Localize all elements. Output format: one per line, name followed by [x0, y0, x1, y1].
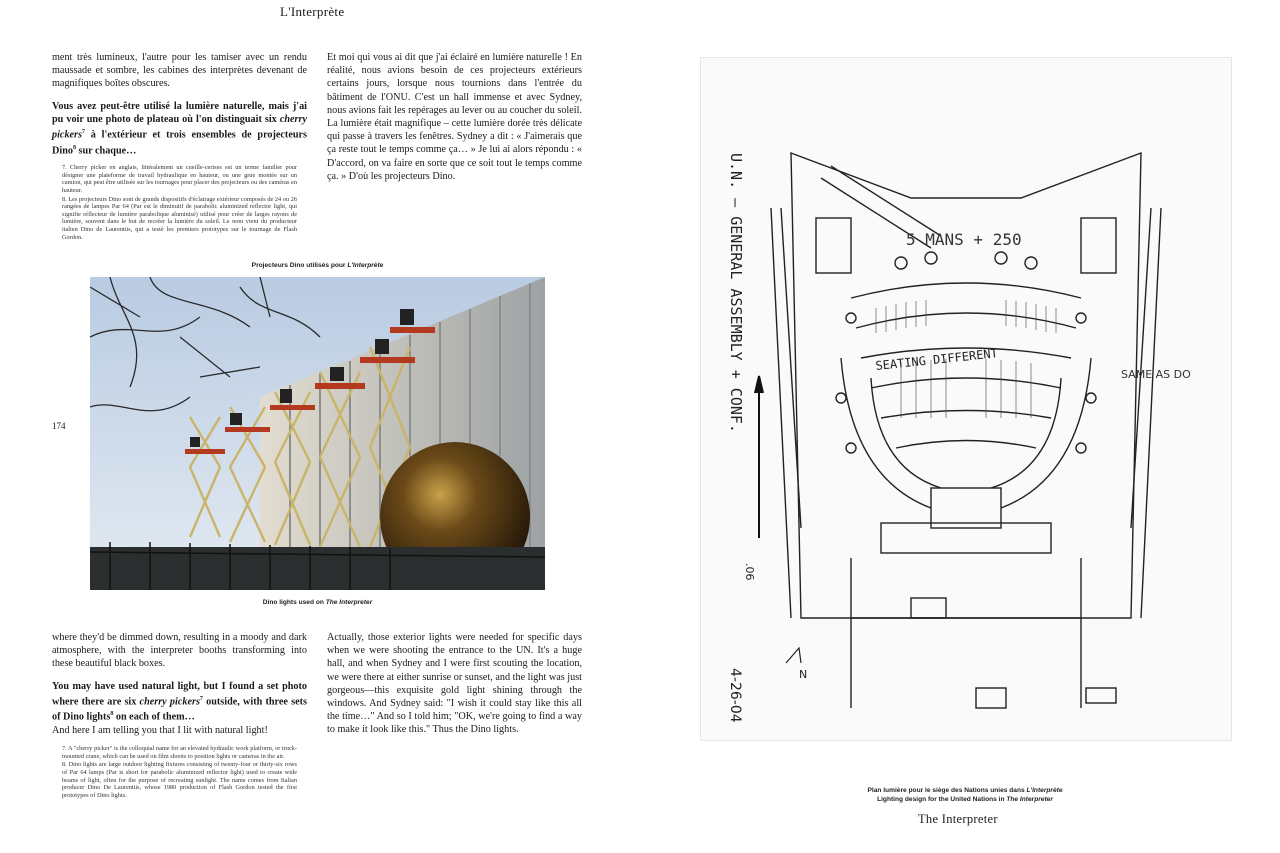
question-text: sur chaque… — [75, 145, 137, 156]
footnote-8: 8. Dino lights are large outdoor lighting fixtures consisting of twenty-four or thirty-six rows of Par 64 lamps (Par is short for parabolic aluminized reflector light) used to create wide beams of light, often for the purpose of recreating sunlight. The name comes from Italian producer Dino De Laurentiis, whose 1980 production of Flash Gordon tested the first prototypes of Dino lights. — [62, 761, 297, 799]
question-text: on each of them… — [113, 711, 195, 723]
caption-emphasis: The Interpreter — [1006, 796, 1053, 803]
question-text: à l'extérieur et trois ensembles de projecteurs Dino — [52, 129, 307, 156]
plan-right-note: SAME AS DO — [1121, 368, 1191, 381]
french-paragraph: Et moi qui vous ai dit que j'ai éclairé en lumière naturelle ! En réalité, nous avions besoin de ces projecteurs extérieurs certains jours, lorsque nous tournions dans l'entrée du bâtiment de l'ONU. C'est un hall immense et avec Sydney, nous avions fait les repérages au lever ou au coucher du soleil. La lumière était magnifique – cette lumière dorée très délicate qui passe à travers les fenêtres. Sydney a dit : « J'aimerais que ça reste tout le temps comme ça… » Je lui ai alors répondu : « D'accord, on va faire en sorte que ce soit tout le temps comme ça. » D'où les projecteurs Dino. — [327, 52, 582, 182]
plan-90-note: .06 — [743, 563, 756, 581]
english-column-2 — [327, 631, 582, 737]
caption-text: Projecteurs Dino utilisés pour — [251, 262, 348, 269]
footnote-ref: 8 — [72, 144, 76, 151]
plan-top-note: 5 MANS + 250 — [906, 230, 1022, 249]
french-question — [52, 100, 307, 158]
caption-text: Lighting design for the United Nations in — [877, 796, 1007, 803]
question-text: outside, with three sets of Dino lights — [52, 696, 307, 723]
english-column-1 — [52, 631, 307, 799]
footnote-7: 7. A "cherry picker" is the colloquial name for an elevated hydraulic work platform, or truck-mounted crane, which can be used on film shoots to position lights or cameras in the air. — [62, 745, 297, 760]
photo-caption-en — [90, 599, 545, 606]
french-column-2 — [327, 51, 582, 183]
caption-emphasis: The Interpreter — [325, 599, 373, 606]
caption-emphasis: L'Interprète — [347, 262, 384, 269]
caption-emphasis: L'Interprète — [1026, 787, 1063, 794]
footnote-ref: 7 — [82, 129, 85, 136]
caption-text: Plan lumière pour le siège des Nations unies dans — [867, 787, 1027, 794]
english-paragraph: And here I am telling you that I lit with natural light! — [52, 725, 268, 736]
english-paragraph: where they'd be dimmed down, resulting in a moody and dark atmosphere, with the interpreter booths transforming into these beautiful black boxes. — [52, 632, 307, 670]
caption-text: Dino lights used on — [262, 599, 326, 606]
north-arrow-icon — [755, 376, 763, 538]
footnote-ref: 7 — [199, 695, 203, 702]
running-title-right: The Interpreter — [918, 812, 998, 826]
running-title-left: L'Interprète — [280, 4, 345, 19]
plan-caption-fr — [700, 787, 1230, 794]
plan-north-note: N — [799, 668, 808, 681]
english-paragraph: Actually, those exterior lights were needed for specific days when we were shooting the entrance to the UN. It's a huge hall, and when Sydney and I were first scouting the location, we were there at either sunrise or sunset, and the light was just gorgeous—this exquisite gold light shining through the windows. And Sydney said: "I wish it could stay like this all the time…" And so I told him; "OK, we're going to find a way to make it look like this." Thus the Dino lights. — [327, 632, 582, 736]
french-paragraph: ment très lumineux, l'autre pour les tamiser avec un rendu maussade et sombre, les cabines des interprètes devenant de magnifiques boîtes obscures. — [52, 52, 307, 90]
plan-date-note: 4-26-04 — [727, 668, 743, 723]
plan-caption-en — [700, 796, 1230, 803]
question-emphasis: cherry pickers — [52, 113, 307, 141]
footnote-7: 7. Cherry picker en anglais, littéralement un cueille-cerises est un terme familier pour désigner une plateforme de travail hydraulique en hauteur, ou une grue montée sur un camion, qui peut être utilisée sur les tournages pour placer des projecteurs ou des caméras en hauteur. — [62, 164, 297, 194]
english-question — [52, 680, 307, 724]
french-column-1 — [52, 51, 307, 241]
question-text: Vous avez peut-être utilisé la lumière naturelle, mais j'ai pu voir une photo de plateau où l'on distinguait six — [52, 100, 307, 125]
footnote-8: 8. Les projecteurs Dino sont de grands dispositifs d'éclairage extérieur composés de 24 ou 26 rangées de lampes Par 64 (Par est le diminutif de parabolic aluminized reflector light, qui signifie réflecteur de lumière parabolique aluminisé) utilisé pour créer de larges rayons de lumière, souvent dans le but de recréer la lumière du soleil. Le nom vient du producteur italien Dino de Laurentiis, qui a testé les premiers prototypes sur le tournage de Flash Gordon. — [62, 195, 297, 241]
question-text: You may have used natural light, but I found a set photo where there are six — [52, 680, 307, 708]
footnote-ref: 8 — [110, 711, 114, 718]
lighting-plan-drawing — [700, 57, 1232, 741]
question-emphasis: cherry pickers — [139, 696, 200, 708]
plan-seating-note: SEATING DIFFERENT — [874, 346, 999, 373]
dino-lights-photo — [90, 277, 545, 590]
plan-vertical-note: U.N. – GENERAL ASSEMBLY + CONF. — [727, 153, 745, 433]
photo-caption-fr — [90, 262, 545, 269]
page-number: 174 — [52, 421, 66, 431]
